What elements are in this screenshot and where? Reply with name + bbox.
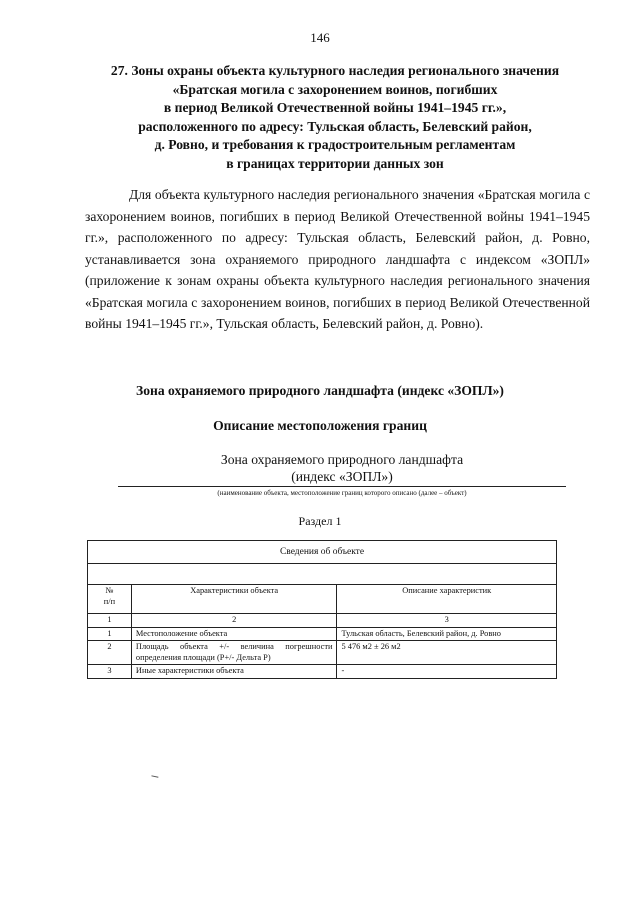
column-number-row	[88, 614, 557, 628]
section-heading-line: 27. Зоны охраны объекта культурного наследия регионального значения	[110, 63, 560, 78]
object-name-line: (индекс «ЗОПЛ»)	[291, 469, 393, 484]
object-name	[118, 451, 566, 487]
row-characteristic: Местоположение объекта	[131, 627, 337, 641]
table-row	[88, 641, 557, 665]
section-heading-line: расположенного по адресу: Тульская область, Белевский район,	[138, 118, 532, 134]
row-num: 2	[88, 641, 132, 665]
page-number: 146	[310, 30, 330, 45]
column-number: 2	[131, 614, 337, 628]
table-row	[88, 627, 557, 641]
intro-paragraph: Для объекта культурного наследия регионального значения «Братская могила с захоронением воинов, погибших в период Великой Отечественной войны 1941–1945 гг.», расположенного по адресу: Тульская область, Белевский район, д. Ровно, устанавливается зона охраняемого природного ландшафта с индексом «ЗОПЛ» (приложение к зонам охраны объекта культурного наследия регионального значения «Братская могила с захоронением воинов, погибших в период Великой Отечественной войны 1941–1945 гг.», Тульская область, Белевский район, д. Ровно).	[85, 187, 590, 331]
table-row	[88, 665, 557, 679]
row-description: Тульская область, Белевский район, д. Ровно	[337, 627, 557, 641]
row-description: 5 476 м2 ± 26 м2	[337, 641, 557, 665]
row-num: 3	[88, 665, 132, 679]
section-heading-line: «Братская могила с захоронением воинов, погибших	[172, 81, 498, 97]
table-header-row	[88, 585, 557, 614]
column-number: 3	[337, 614, 557, 628]
empty-cell	[88, 564, 557, 585]
row-num: 1	[88, 627, 132, 641]
column-number: 1	[88, 614, 132, 628]
zone-heading: Зона охраняемого природного ландшафта (индекс «ЗОПЛ»)	[136, 383, 504, 398]
row-description: -	[337, 665, 557, 679]
object-info-table	[87, 540, 557, 679]
section-heading-line: в границах территории данных зон	[226, 155, 444, 171]
object-name-note: (наименование объекта, местоположение границ которого описано (далее – объект)	[217, 489, 467, 497]
row-characteristic: Иные характеристики объекта	[131, 665, 337, 679]
header-description: Описание характеристик	[337, 585, 557, 614]
table-empty-row	[88, 564, 557, 585]
header-characteristics: Характеристики объекта	[131, 585, 337, 614]
header-num: № п/п	[88, 585, 132, 614]
section-heading	[80, 62, 590, 173]
section-label: Раздел 1	[298, 514, 342, 528]
stray-mark	[151, 775, 159, 781]
section-heading-line: в период Великой Отечественной войны 1941–1945 гг.»,	[163, 100, 507, 115]
row-characteristic: Площадь объекта +/- величина погрешности определения площади (P+/- Дельта P)	[131, 641, 337, 665]
table-title: Сведения об объекте	[88, 541, 557, 564]
description-heading: Описание местоположения границ	[213, 418, 427, 433]
object-name-line: Зона охраняемого природного ландшафта	[220, 452, 464, 467]
section-heading-line: д. Ровно, и требования к градостроительным регламентам	[154, 137, 516, 152]
